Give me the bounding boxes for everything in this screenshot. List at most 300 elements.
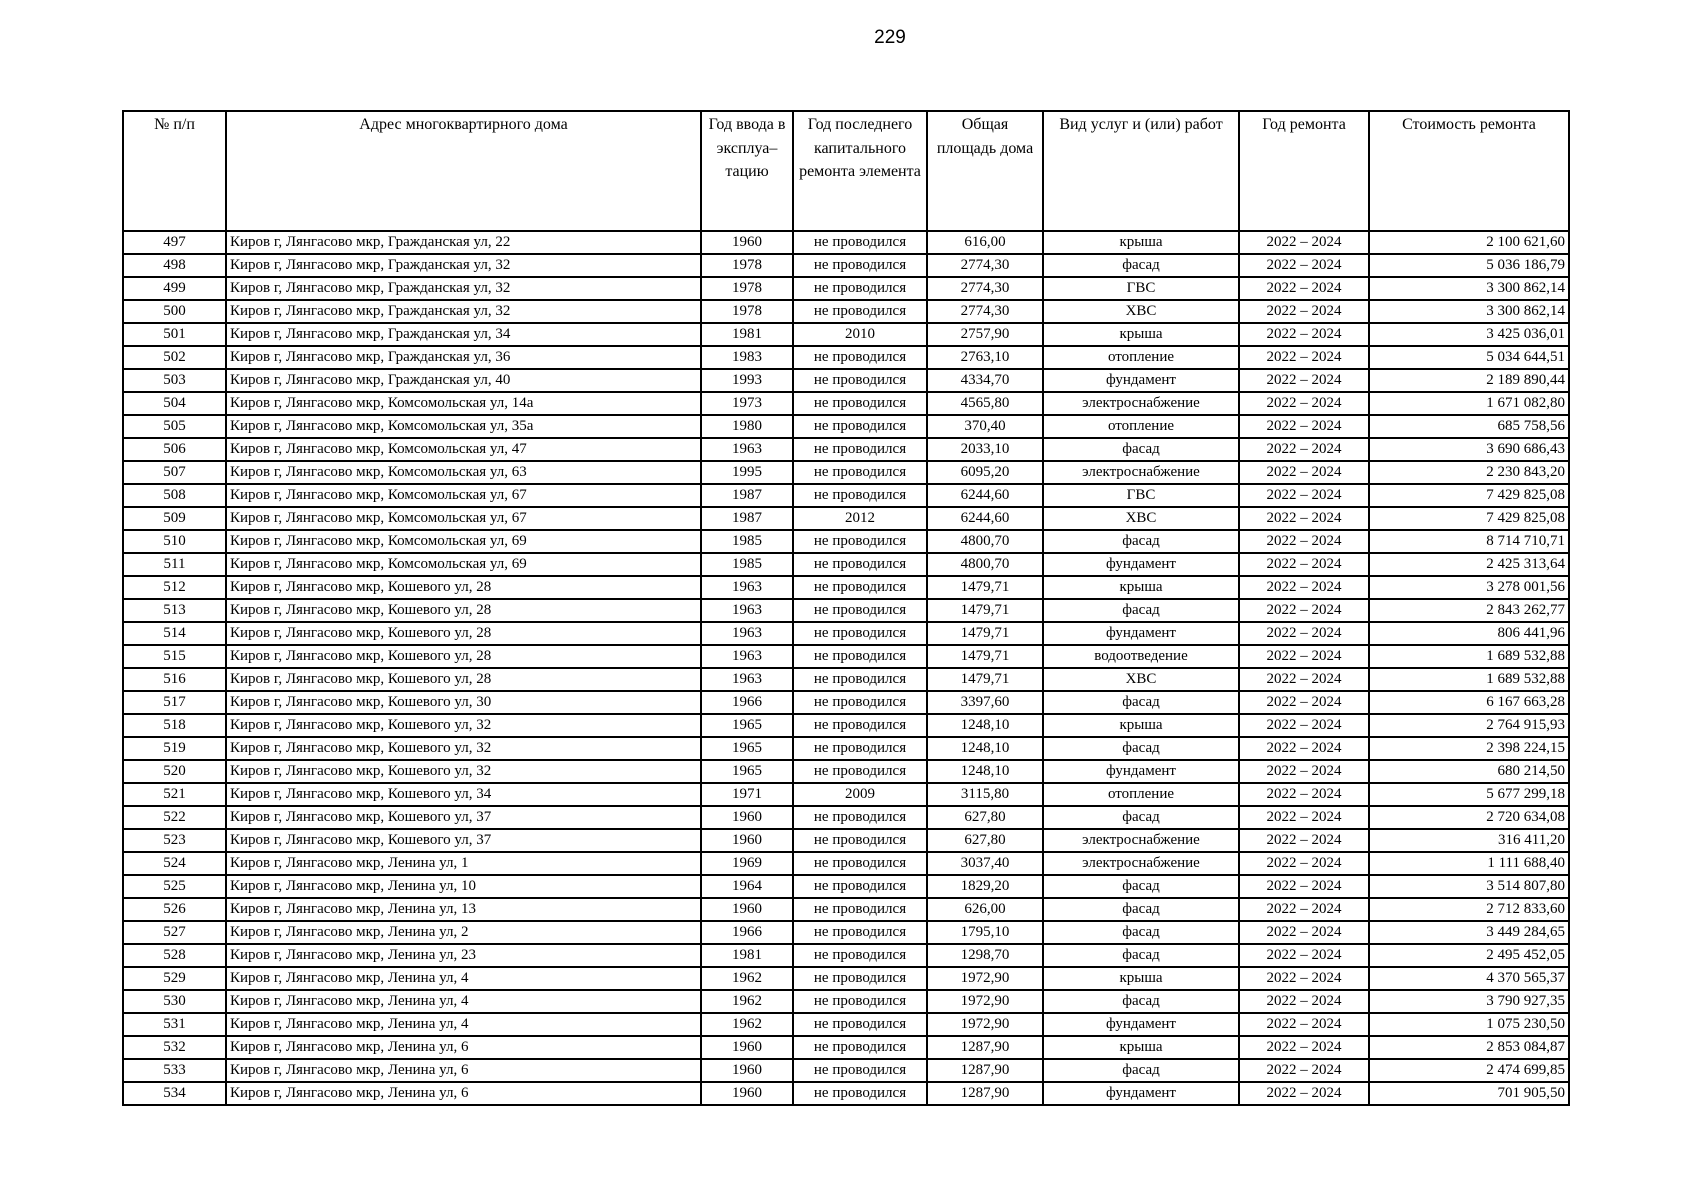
cell-cost: 3 425 036,01 xyxy=(1369,323,1569,346)
cell-year-built: 1963 xyxy=(701,438,793,461)
cell-last-repair: не проводился xyxy=(793,990,927,1013)
table-row xyxy=(123,691,1569,714)
cell-area: 1972,90 xyxy=(927,990,1043,1013)
cell-area: 1298,70 xyxy=(927,944,1043,967)
cell-cost: 2 712 833,60 xyxy=(1369,898,1569,921)
cell-last-repair: не проводился xyxy=(793,231,927,254)
cell-num: 523 xyxy=(123,829,226,852)
cell-year-built: 1963 xyxy=(701,576,793,599)
cell-num: 532 xyxy=(123,1036,226,1059)
cell-cost: 3 278 001,56 xyxy=(1369,576,1569,599)
cell-year-built: 1960 xyxy=(701,1036,793,1059)
cell-address: Киров г, Лянгасово мкр, Ленина ул, 13 xyxy=(226,898,701,921)
table-row xyxy=(123,576,1569,599)
cell-repair-year: 2022 – 2024 xyxy=(1239,507,1369,530)
cell-year-built: 1960 xyxy=(701,1059,793,1082)
cell-address: Киров г, Лянгасово мкр, Кошевого ул, 32 xyxy=(226,737,701,760)
cell-last-repair: не проводился xyxy=(793,392,927,415)
cell-year-built: 1981 xyxy=(701,944,793,967)
table-row xyxy=(123,461,1569,484)
cell-area: 627,80 xyxy=(927,829,1043,852)
table-row xyxy=(123,553,1569,576)
cell-service: отопление xyxy=(1043,346,1239,369)
table-row xyxy=(123,415,1569,438)
cell-address: Киров г, Лянгасово мкр, Ленина ул, 23 xyxy=(226,944,701,967)
cell-address: Киров г, Лянгасово мкр, Гражданская ул, 40 xyxy=(226,369,701,392)
cell-cost: 316 411,20 xyxy=(1369,829,1569,852)
cell-area: 626,00 xyxy=(927,898,1043,921)
cell-cost: 701 905,50 xyxy=(1369,1082,1569,1105)
cell-num: 525 xyxy=(123,875,226,898)
cell-num: 515 xyxy=(123,645,226,668)
cell-repair-year: 2022 – 2024 xyxy=(1239,346,1369,369)
cell-last-repair: не проводился xyxy=(793,760,927,783)
cell-last-repair: не проводился xyxy=(793,461,927,484)
cell-last-repair: не проводился xyxy=(793,576,927,599)
cell-cost: 3 300 862,14 xyxy=(1369,300,1569,323)
cell-last-repair: не проводился xyxy=(793,599,927,622)
cell-year-built: 1965 xyxy=(701,714,793,737)
cell-last-repair: не проводился xyxy=(793,806,927,829)
cell-service: фасад xyxy=(1043,875,1239,898)
table-row xyxy=(123,898,1569,921)
table-row xyxy=(123,599,1569,622)
cell-address: Киров г, Лянгасово мкр, Комсомольская ул, 69 xyxy=(226,553,701,576)
cell-repair-year: 2022 – 2024 xyxy=(1239,438,1369,461)
cell-area: 1287,90 xyxy=(927,1082,1043,1105)
cell-repair-year: 2022 – 2024 xyxy=(1239,829,1369,852)
cell-area: 6244,60 xyxy=(927,507,1043,530)
cell-area: 1287,90 xyxy=(927,1036,1043,1059)
cell-num: 507 xyxy=(123,461,226,484)
cell-num: 518 xyxy=(123,714,226,737)
cell-repair-year: 2022 – 2024 xyxy=(1239,898,1369,921)
cell-year-built: 1960 xyxy=(701,1082,793,1105)
cell-address: Киров г, Лянгасово мкр, Ленина ул, 4 xyxy=(226,967,701,990)
table-row xyxy=(123,760,1569,783)
cell-last-repair: 2012 xyxy=(793,507,927,530)
cell-year-built: 1962 xyxy=(701,990,793,1013)
cell-area: 2774,30 xyxy=(927,300,1043,323)
cell-last-repair: не проводился xyxy=(793,829,927,852)
cell-repair-year: 2022 – 2024 xyxy=(1239,760,1369,783)
table-row xyxy=(123,714,1569,737)
cell-address: Киров г, Лянгасово мкр, Кошевого ул, 37 xyxy=(226,806,701,829)
cell-year-built: 1985 xyxy=(701,553,793,576)
cell-repair-year: 2022 – 2024 xyxy=(1239,553,1369,576)
table-row xyxy=(123,875,1569,898)
cell-repair-year: 2022 – 2024 xyxy=(1239,254,1369,277)
cell-address: Киров г, Лянгасово мкр, Ленина ул, 6 xyxy=(226,1036,701,1059)
cell-service: ХВС xyxy=(1043,507,1239,530)
cell-address: Киров г, Лянгасово мкр, Комсомольская ул, 35а xyxy=(226,415,701,438)
cell-service: фасад xyxy=(1043,599,1239,622)
cell-repair-year: 2022 – 2024 xyxy=(1239,622,1369,645)
cell-last-repair: не проводился xyxy=(793,254,927,277)
table-row xyxy=(123,829,1569,852)
cell-area: 1479,71 xyxy=(927,668,1043,691)
cell-service: фасад xyxy=(1043,737,1239,760)
cell-area: 1248,10 xyxy=(927,760,1043,783)
cell-year-built: 1965 xyxy=(701,760,793,783)
cell-service: ХВС xyxy=(1043,668,1239,691)
cell-repair-year: 2022 – 2024 xyxy=(1239,668,1369,691)
cell-last-repair: не проводился xyxy=(793,346,927,369)
cell-last-repair: не проводился xyxy=(793,668,927,691)
cell-last-repair: не проводился xyxy=(793,415,927,438)
cell-service: фасад xyxy=(1043,990,1239,1013)
cell-area: 1795,10 xyxy=(927,921,1043,944)
cell-cost: 1 671 082,80 xyxy=(1369,392,1569,415)
cell-area: 4334,70 xyxy=(927,369,1043,392)
cell-cost: 1 075 230,50 xyxy=(1369,1013,1569,1036)
cell-num: 517 xyxy=(123,691,226,714)
cell-area: 627,80 xyxy=(927,806,1043,829)
cell-address: Киров г, Лянгасово мкр, Кошевого ул, 28 xyxy=(226,622,701,645)
cell-area: 1248,10 xyxy=(927,737,1043,760)
cell-address: Киров г, Лянгасово мкр, Комсомольская ул, 69 xyxy=(226,530,701,553)
cell-area: 1972,90 xyxy=(927,967,1043,990)
table-row xyxy=(123,507,1569,530)
cell-cost: 1 111 688,40 xyxy=(1369,852,1569,875)
cell-area: 1479,71 xyxy=(927,622,1043,645)
cell-num: 511 xyxy=(123,553,226,576)
cell-num: 510 xyxy=(123,530,226,553)
cell-cost: 3 790 927,35 xyxy=(1369,990,1569,1013)
cell-cost: 3 514 807,80 xyxy=(1369,875,1569,898)
cell-address: Киров г, Лянгасово мкр, Комсомольская ул, 67 xyxy=(226,484,701,507)
cell-address: Киров г, Лянгасово мкр, Ленина ул, 4 xyxy=(226,990,701,1013)
cell-repair-year: 2022 – 2024 xyxy=(1239,1036,1369,1059)
cell-service: фундамент xyxy=(1043,369,1239,392)
table-row xyxy=(123,806,1569,829)
cell-num: 497 xyxy=(123,231,226,254)
cell-address: Киров г, Лянгасово мкр, Комсомольская ул, 67 xyxy=(226,507,701,530)
cell-year-built: 1987 xyxy=(701,507,793,530)
cell-year-built: 1971 xyxy=(701,783,793,806)
cell-num: 506 xyxy=(123,438,226,461)
cell-address: Киров г, Лянгасово мкр, Кошевого ул, 28 xyxy=(226,668,701,691)
cell-address: Киров г, Лянгасово мкр, Кошевого ул, 28 xyxy=(226,599,701,622)
cell-repair-year: 2022 – 2024 xyxy=(1239,300,1369,323)
table-row xyxy=(123,967,1569,990)
cell-cost: 2 100 621,60 xyxy=(1369,231,1569,254)
cell-cost: 5 677 299,18 xyxy=(1369,783,1569,806)
cell-area: 3397,60 xyxy=(927,691,1043,714)
cell-last-repair: 2009 xyxy=(793,783,927,806)
cell-last-repair: не проводился xyxy=(793,967,927,990)
cell-cost: 8 714 710,71 xyxy=(1369,530,1569,553)
cell-num: 527 xyxy=(123,921,226,944)
header-service: Вид услуг и (или) работ xyxy=(1043,111,1239,231)
cell-last-repair: не проводился xyxy=(793,737,927,760)
cell-year-built: 1965 xyxy=(701,737,793,760)
cell-year-built: 1960 xyxy=(701,898,793,921)
cell-cost: 2 720 634,08 xyxy=(1369,806,1569,829)
cell-address: Киров г, Лянгасово мкр, Кошевого ул, 32 xyxy=(226,714,701,737)
cell-num: 519 xyxy=(123,737,226,760)
cell-address: Киров г, Лянгасово мкр, Кошевого ул, 28 xyxy=(226,645,701,668)
table-row xyxy=(123,990,1569,1013)
cell-num: 520 xyxy=(123,760,226,783)
cell-area: 2757,90 xyxy=(927,323,1043,346)
cell-repair-year: 2022 – 2024 xyxy=(1239,599,1369,622)
cell-address: Киров г, Лянгасово мкр, Комсомольская ул, 63 xyxy=(226,461,701,484)
cell-repair-year: 2022 – 2024 xyxy=(1239,1059,1369,1082)
cell-repair-year: 2022 – 2024 xyxy=(1239,921,1369,944)
cell-service: электроснабжение xyxy=(1043,392,1239,415)
cell-service: ГВС xyxy=(1043,484,1239,507)
cell-repair-year: 2022 – 2024 xyxy=(1239,461,1369,484)
page-number: 229 xyxy=(874,27,906,48)
cell-year-built: 1969 xyxy=(701,852,793,875)
cell-cost: 806 441,96 xyxy=(1369,622,1569,645)
cell-repair-year: 2022 – 2024 xyxy=(1239,369,1369,392)
cell-last-repair: 2010 xyxy=(793,323,927,346)
cell-repair-year: 2022 – 2024 xyxy=(1239,967,1369,990)
table-row xyxy=(123,1059,1569,1082)
cell-last-repair: не проводился xyxy=(793,852,927,875)
cell-last-repair: не проводился xyxy=(793,1082,927,1105)
cell-service: отопление xyxy=(1043,783,1239,806)
header-num: № п/п xyxy=(123,111,226,231)
header-area: Общая площадь дома xyxy=(927,111,1043,231)
cell-area: 2774,30 xyxy=(927,254,1043,277)
cell-last-repair: не проводился xyxy=(793,898,927,921)
cell-cost: 7 429 825,08 xyxy=(1369,484,1569,507)
cell-service: крыша xyxy=(1043,1036,1239,1059)
cell-service: фундамент xyxy=(1043,1082,1239,1105)
table-row xyxy=(123,323,1569,346)
table-body xyxy=(123,231,1569,1105)
cell-service: фасад xyxy=(1043,921,1239,944)
cell-cost: 2 425 313,64 xyxy=(1369,553,1569,576)
cell-last-repair: не проводился xyxy=(793,438,927,461)
cell-area: 4800,70 xyxy=(927,553,1043,576)
cell-address: Киров г, Лянгасово мкр, Гражданская ул, 32 xyxy=(226,277,701,300)
cell-year-built: 1960 xyxy=(701,806,793,829)
cell-year-built: 1964 xyxy=(701,875,793,898)
cell-cost: 2 474 699,85 xyxy=(1369,1059,1569,1082)
table-row xyxy=(123,645,1569,668)
cell-year-built: 1978 xyxy=(701,300,793,323)
cell-area: 3115,80 xyxy=(927,783,1043,806)
cell-address: Киров г, Лянгасово мкр, Кошевого ул, 28 xyxy=(226,576,701,599)
cell-service: фундамент xyxy=(1043,553,1239,576)
cell-last-repair: не проводился xyxy=(793,300,927,323)
cell-num: 526 xyxy=(123,898,226,921)
header-last-repair: Год последнего капитального ремонта элемента xyxy=(793,111,927,231)
cell-cost: 7 429 825,08 xyxy=(1369,507,1569,530)
cell-last-repair: не проводился xyxy=(793,714,927,737)
cell-repair-year: 2022 – 2024 xyxy=(1239,530,1369,553)
cell-service: электроснабжение xyxy=(1043,829,1239,852)
cell-last-repair: не проводился xyxy=(793,1013,927,1036)
cell-num: 498 xyxy=(123,254,226,277)
cell-last-repair: не проводился xyxy=(793,944,927,967)
table-row xyxy=(123,921,1569,944)
cell-area: 4800,70 xyxy=(927,530,1043,553)
table-row xyxy=(123,300,1569,323)
table-row xyxy=(123,369,1569,392)
cell-area: 1972,90 xyxy=(927,1013,1043,1036)
cell-num: 528 xyxy=(123,944,226,967)
table-row xyxy=(123,346,1569,369)
table-row xyxy=(123,254,1569,277)
cell-num: 513 xyxy=(123,599,226,622)
cell-year-built: 1963 xyxy=(701,599,793,622)
cell-area: 616,00 xyxy=(927,231,1043,254)
cell-last-repair: не проводился xyxy=(793,369,927,392)
cell-last-repair: не проводился xyxy=(793,277,927,300)
cell-service: фасад xyxy=(1043,944,1239,967)
table-row xyxy=(123,484,1569,507)
cell-service: отопление xyxy=(1043,415,1239,438)
cell-cost: 5 036 186,79 xyxy=(1369,254,1569,277)
cell-num: 521 xyxy=(123,783,226,806)
cell-cost: 2 843 262,77 xyxy=(1369,599,1569,622)
table-row xyxy=(123,668,1569,691)
table-row xyxy=(123,737,1569,760)
cell-service: ГВС xyxy=(1043,277,1239,300)
cell-repair-year: 2022 – 2024 xyxy=(1239,484,1369,507)
cell-repair-year: 2022 – 2024 xyxy=(1239,1013,1369,1036)
cell-repair-year: 2022 – 2024 xyxy=(1239,392,1369,415)
table-row xyxy=(123,438,1569,461)
cell-address: Киров г, Лянгасово мкр, Ленина ул, 2 xyxy=(226,921,701,944)
cell-cost: 2 495 452,05 xyxy=(1369,944,1569,967)
cell-area: 1479,71 xyxy=(927,576,1043,599)
cell-num: 504 xyxy=(123,392,226,415)
cell-repair-year: 2022 – 2024 xyxy=(1239,231,1369,254)
cell-year-built: 1985 xyxy=(701,530,793,553)
cell-last-repair: не проводился xyxy=(793,1036,927,1059)
cell-cost: 3 300 862,14 xyxy=(1369,277,1569,300)
header-repair-year: Год ремонта xyxy=(1239,111,1369,231)
cell-year-built: 1966 xyxy=(701,691,793,714)
cell-repair-year: 2022 – 2024 xyxy=(1239,875,1369,898)
cell-num: 509 xyxy=(123,507,226,530)
cell-repair-year: 2022 – 2024 xyxy=(1239,1082,1369,1105)
repair-schedule-table xyxy=(122,110,1570,1106)
cell-address: Киров г, Лянгасово мкр, Кошевого ул, 30 xyxy=(226,691,701,714)
cell-area: 3037,40 xyxy=(927,852,1043,875)
cell-area: 6095,20 xyxy=(927,461,1043,484)
header-address: Адрес многоквартирного дома xyxy=(226,111,701,231)
cell-service: фасад xyxy=(1043,438,1239,461)
cell-cost: 680 214,50 xyxy=(1369,760,1569,783)
cell-cost: 2 853 084,87 xyxy=(1369,1036,1569,1059)
cell-service: крыша xyxy=(1043,576,1239,599)
cell-service: фасад xyxy=(1043,530,1239,553)
cell-area: 1829,20 xyxy=(927,875,1043,898)
cell-repair-year: 2022 – 2024 xyxy=(1239,852,1369,875)
cell-address: Киров г, Лянгасово мкр, Комсомольская ул, 14а xyxy=(226,392,701,415)
cell-year-built: 1995 xyxy=(701,461,793,484)
cell-service: водоотведение xyxy=(1043,645,1239,668)
cell-num: 529 xyxy=(123,967,226,990)
cell-service: фундамент xyxy=(1043,1013,1239,1036)
cell-year-built: 1978 xyxy=(701,277,793,300)
cell-year-built: 1962 xyxy=(701,1013,793,1036)
cell-service: крыша xyxy=(1043,231,1239,254)
cell-repair-year: 2022 – 2024 xyxy=(1239,737,1369,760)
cell-num: 516 xyxy=(123,668,226,691)
cell-address: Киров г, Лянгасово мкр, Кошевого ул, 37 xyxy=(226,829,701,852)
cell-service: электроснабжение xyxy=(1043,461,1239,484)
cell-num: 508 xyxy=(123,484,226,507)
cell-year-built: 1980 xyxy=(701,415,793,438)
cell-address: Киров г, Лянгасово мкр, Ленина ул, 10 xyxy=(226,875,701,898)
cell-address: Киров г, Лянгасово мкр, Ленина ул, 6 xyxy=(226,1082,701,1105)
cell-service: фасад xyxy=(1043,806,1239,829)
cell-cost: 2 189 890,44 xyxy=(1369,369,1569,392)
cell-num: 505 xyxy=(123,415,226,438)
cell-repair-year: 2022 – 2024 xyxy=(1239,944,1369,967)
cell-address: Киров г, Лянгасово мкр, Гражданская ул, 32 xyxy=(226,254,701,277)
cell-address: Киров г, Лянгасово мкр, Кошевого ул, 34 xyxy=(226,783,701,806)
cell-area: 4565,80 xyxy=(927,392,1043,415)
header-year-built: Год ввода в эксплуа–тацию xyxy=(701,111,793,231)
cell-area: 1287,90 xyxy=(927,1059,1043,1082)
cell-cost: 2 764 915,93 xyxy=(1369,714,1569,737)
cell-year-built: 1973 xyxy=(701,392,793,415)
cell-repair-year: 2022 – 2024 xyxy=(1239,691,1369,714)
cell-num: 502 xyxy=(123,346,226,369)
cell-service: крыша xyxy=(1043,714,1239,737)
cell-year-built: 1960 xyxy=(701,231,793,254)
cell-repair-year: 2022 – 2024 xyxy=(1239,645,1369,668)
cell-address: Киров г, Лянгасово мкр, Ленина ул, 4 xyxy=(226,1013,701,1036)
cell-cost: 1 689 532,88 xyxy=(1369,645,1569,668)
cell-cost: 1 689 532,88 xyxy=(1369,668,1569,691)
cell-num: 533 xyxy=(123,1059,226,1082)
cell-address: Киров г, Лянгасово мкр, Гражданская ул, 22 xyxy=(226,231,701,254)
cell-cost: 5 034 644,51 xyxy=(1369,346,1569,369)
table-row xyxy=(123,1013,1569,1036)
cell-address: Киров г, Лянгасово мкр, Гражданская ул, 34 xyxy=(226,323,701,346)
cell-last-repair: не проводился xyxy=(793,691,927,714)
cell-address: Киров г, Лянгасово мкр, Гражданская ул, 36 xyxy=(226,346,701,369)
cell-num: 501 xyxy=(123,323,226,346)
cell-service: ХВС xyxy=(1043,300,1239,323)
cell-year-built: 1963 xyxy=(701,622,793,645)
cell-num: 503 xyxy=(123,369,226,392)
cell-address: Киров г, Лянгасово мкр, Гражданская ул, 32 xyxy=(226,300,701,323)
cell-repair-year: 2022 – 2024 xyxy=(1239,714,1369,737)
cell-service: крыша xyxy=(1043,967,1239,990)
cell-address: Киров г, Лянгасово мкр, Кошевого ул, 32 xyxy=(226,760,701,783)
table-row xyxy=(123,852,1569,875)
cell-last-repair: не проводился xyxy=(793,553,927,576)
cell-last-repair: не проводился xyxy=(793,1059,927,1082)
cell-repair-year: 2022 – 2024 xyxy=(1239,806,1369,829)
cell-num: 512 xyxy=(123,576,226,599)
cell-year-built: 1962 xyxy=(701,967,793,990)
cell-area: 370,40 xyxy=(927,415,1043,438)
cell-cost: 2 398 224,15 xyxy=(1369,737,1569,760)
cell-repair-year: 2022 – 2024 xyxy=(1239,783,1369,806)
cell-repair-year: 2022 – 2024 xyxy=(1239,990,1369,1013)
cell-year-built: 1963 xyxy=(701,668,793,691)
cell-year-built: 1963 xyxy=(701,645,793,668)
cell-service: фасад xyxy=(1043,254,1239,277)
cell-area: 1479,71 xyxy=(927,599,1043,622)
table-row xyxy=(123,231,1569,254)
cell-cost: 3 690 686,43 xyxy=(1369,438,1569,461)
header-cost: Стоимость ремонта xyxy=(1369,111,1569,231)
cell-area: 2763,10 xyxy=(927,346,1043,369)
